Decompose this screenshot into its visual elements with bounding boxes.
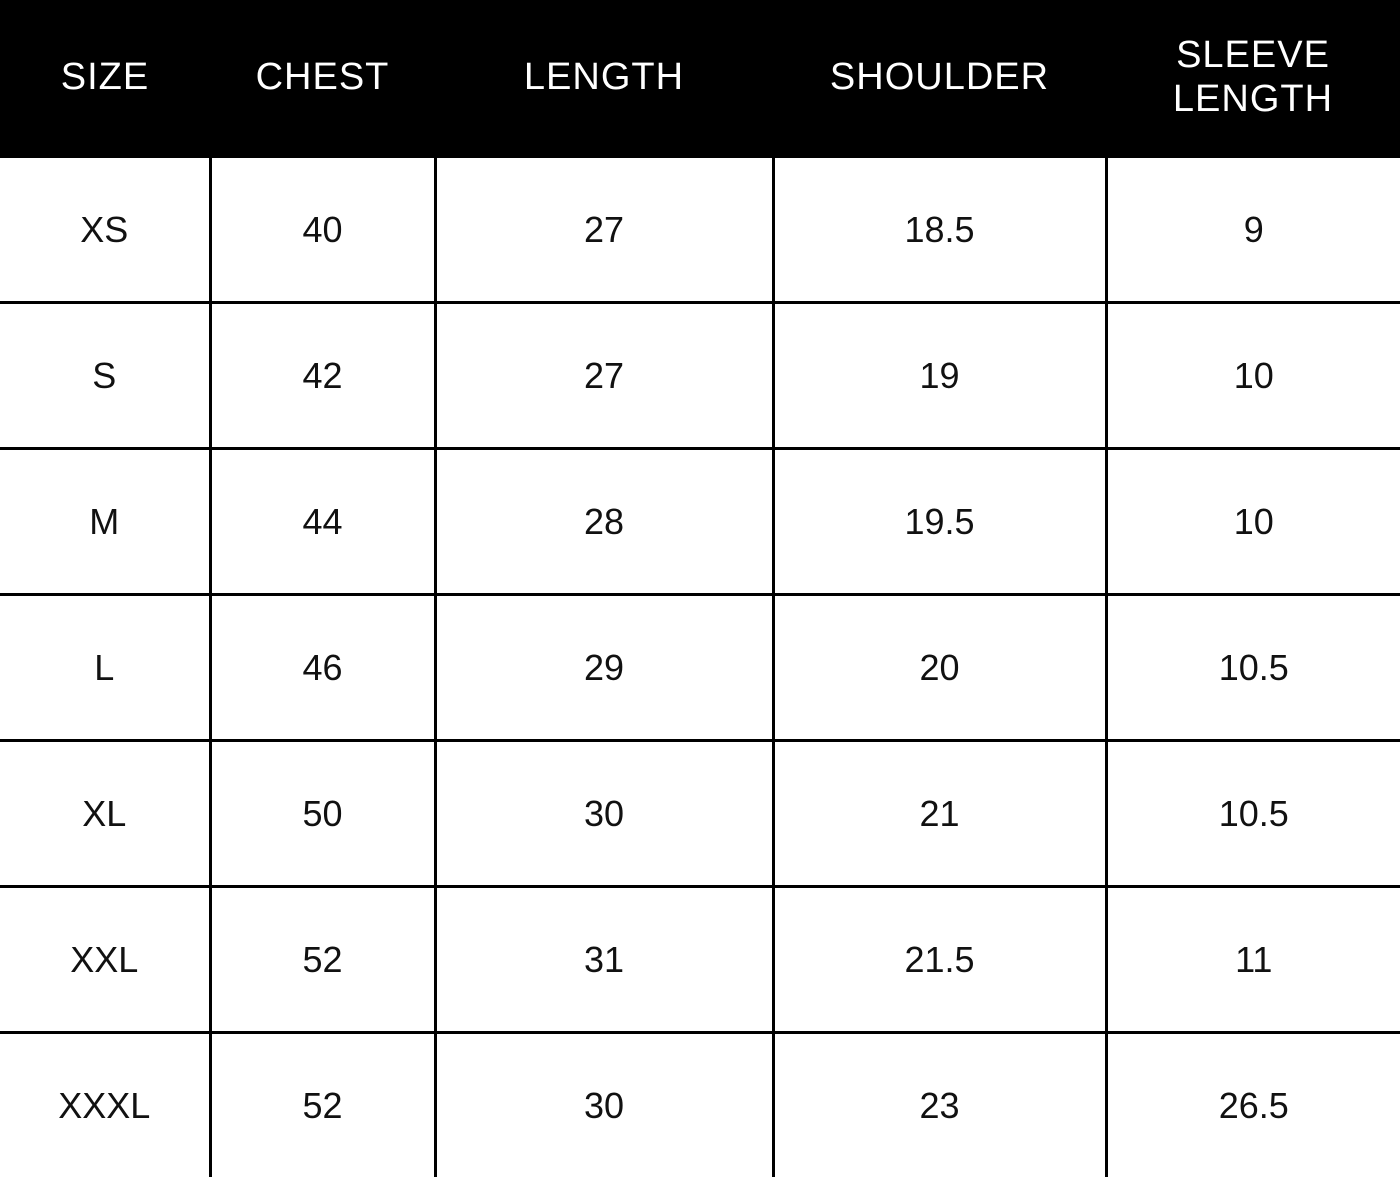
cell-shoulder: 18.5 xyxy=(773,157,1106,303)
column-header-chest: CHEST xyxy=(210,0,435,157)
column-header-shoulder: SHOULDER xyxy=(773,0,1106,157)
table-row xyxy=(0,1033,1400,1177)
cell-length: 31 xyxy=(435,887,773,1033)
table-row xyxy=(0,595,1400,741)
cell-chest: 46 xyxy=(210,595,435,741)
table-row xyxy=(0,157,1400,303)
cell-sleeve-length: 10 xyxy=(1106,449,1400,595)
header-row xyxy=(0,0,1400,157)
cell-length: 27 xyxy=(435,157,773,303)
cell-size: XXL xyxy=(0,887,210,1033)
cell-shoulder: 21 xyxy=(773,741,1106,887)
cell-length: 28 xyxy=(435,449,773,595)
cell-chest: 52 xyxy=(210,1033,435,1177)
table-row xyxy=(0,887,1400,1033)
cell-length: 27 xyxy=(435,303,773,449)
cell-shoulder: 19 xyxy=(773,303,1106,449)
cell-size: M xyxy=(0,449,210,595)
cell-length: 30 xyxy=(435,1033,773,1177)
column-header-size: SIZE xyxy=(0,0,210,157)
cell-size: L xyxy=(0,595,210,741)
cell-shoulder: 23 xyxy=(773,1033,1106,1177)
table-row xyxy=(0,741,1400,887)
table-row xyxy=(0,303,1400,449)
table-header xyxy=(0,0,1400,157)
cell-size: XXXL xyxy=(0,1033,210,1177)
column-header-sleeve-length: SLEEVE LENGTH xyxy=(1106,0,1400,157)
table-row xyxy=(0,449,1400,595)
cell-shoulder: 19.5 xyxy=(773,449,1106,595)
cell-size: XL xyxy=(0,741,210,887)
column-header-length: LENGTH xyxy=(435,0,773,157)
cell-chest: 52 xyxy=(210,887,435,1033)
cell-chest: 40 xyxy=(210,157,435,303)
cell-sleeve-length: 10.5 xyxy=(1106,595,1400,741)
cell-sleeve-length: 11 xyxy=(1106,887,1400,1033)
cell-shoulder: 20 xyxy=(773,595,1106,741)
cell-sleeve-length: 9 xyxy=(1106,157,1400,303)
cell-chest: 42 xyxy=(210,303,435,449)
cell-sleeve-length: 10.5 xyxy=(1106,741,1400,887)
table-body xyxy=(0,157,1400,1177)
cell-size: S xyxy=(0,303,210,449)
cell-length: 30 xyxy=(435,741,773,887)
cell-chest: 44 xyxy=(210,449,435,595)
cell-size: XS xyxy=(0,157,210,303)
cell-sleeve-length: 10 xyxy=(1106,303,1400,449)
cell-sleeve-length: 26.5 xyxy=(1106,1033,1400,1177)
cell-shoulder: 21.5 xyxy=(773,887,1106,1033)
cell-length: 29 xyxy=(435,595,773,741)
cell-chest: 50 xyxy=(210,741,435,887)
